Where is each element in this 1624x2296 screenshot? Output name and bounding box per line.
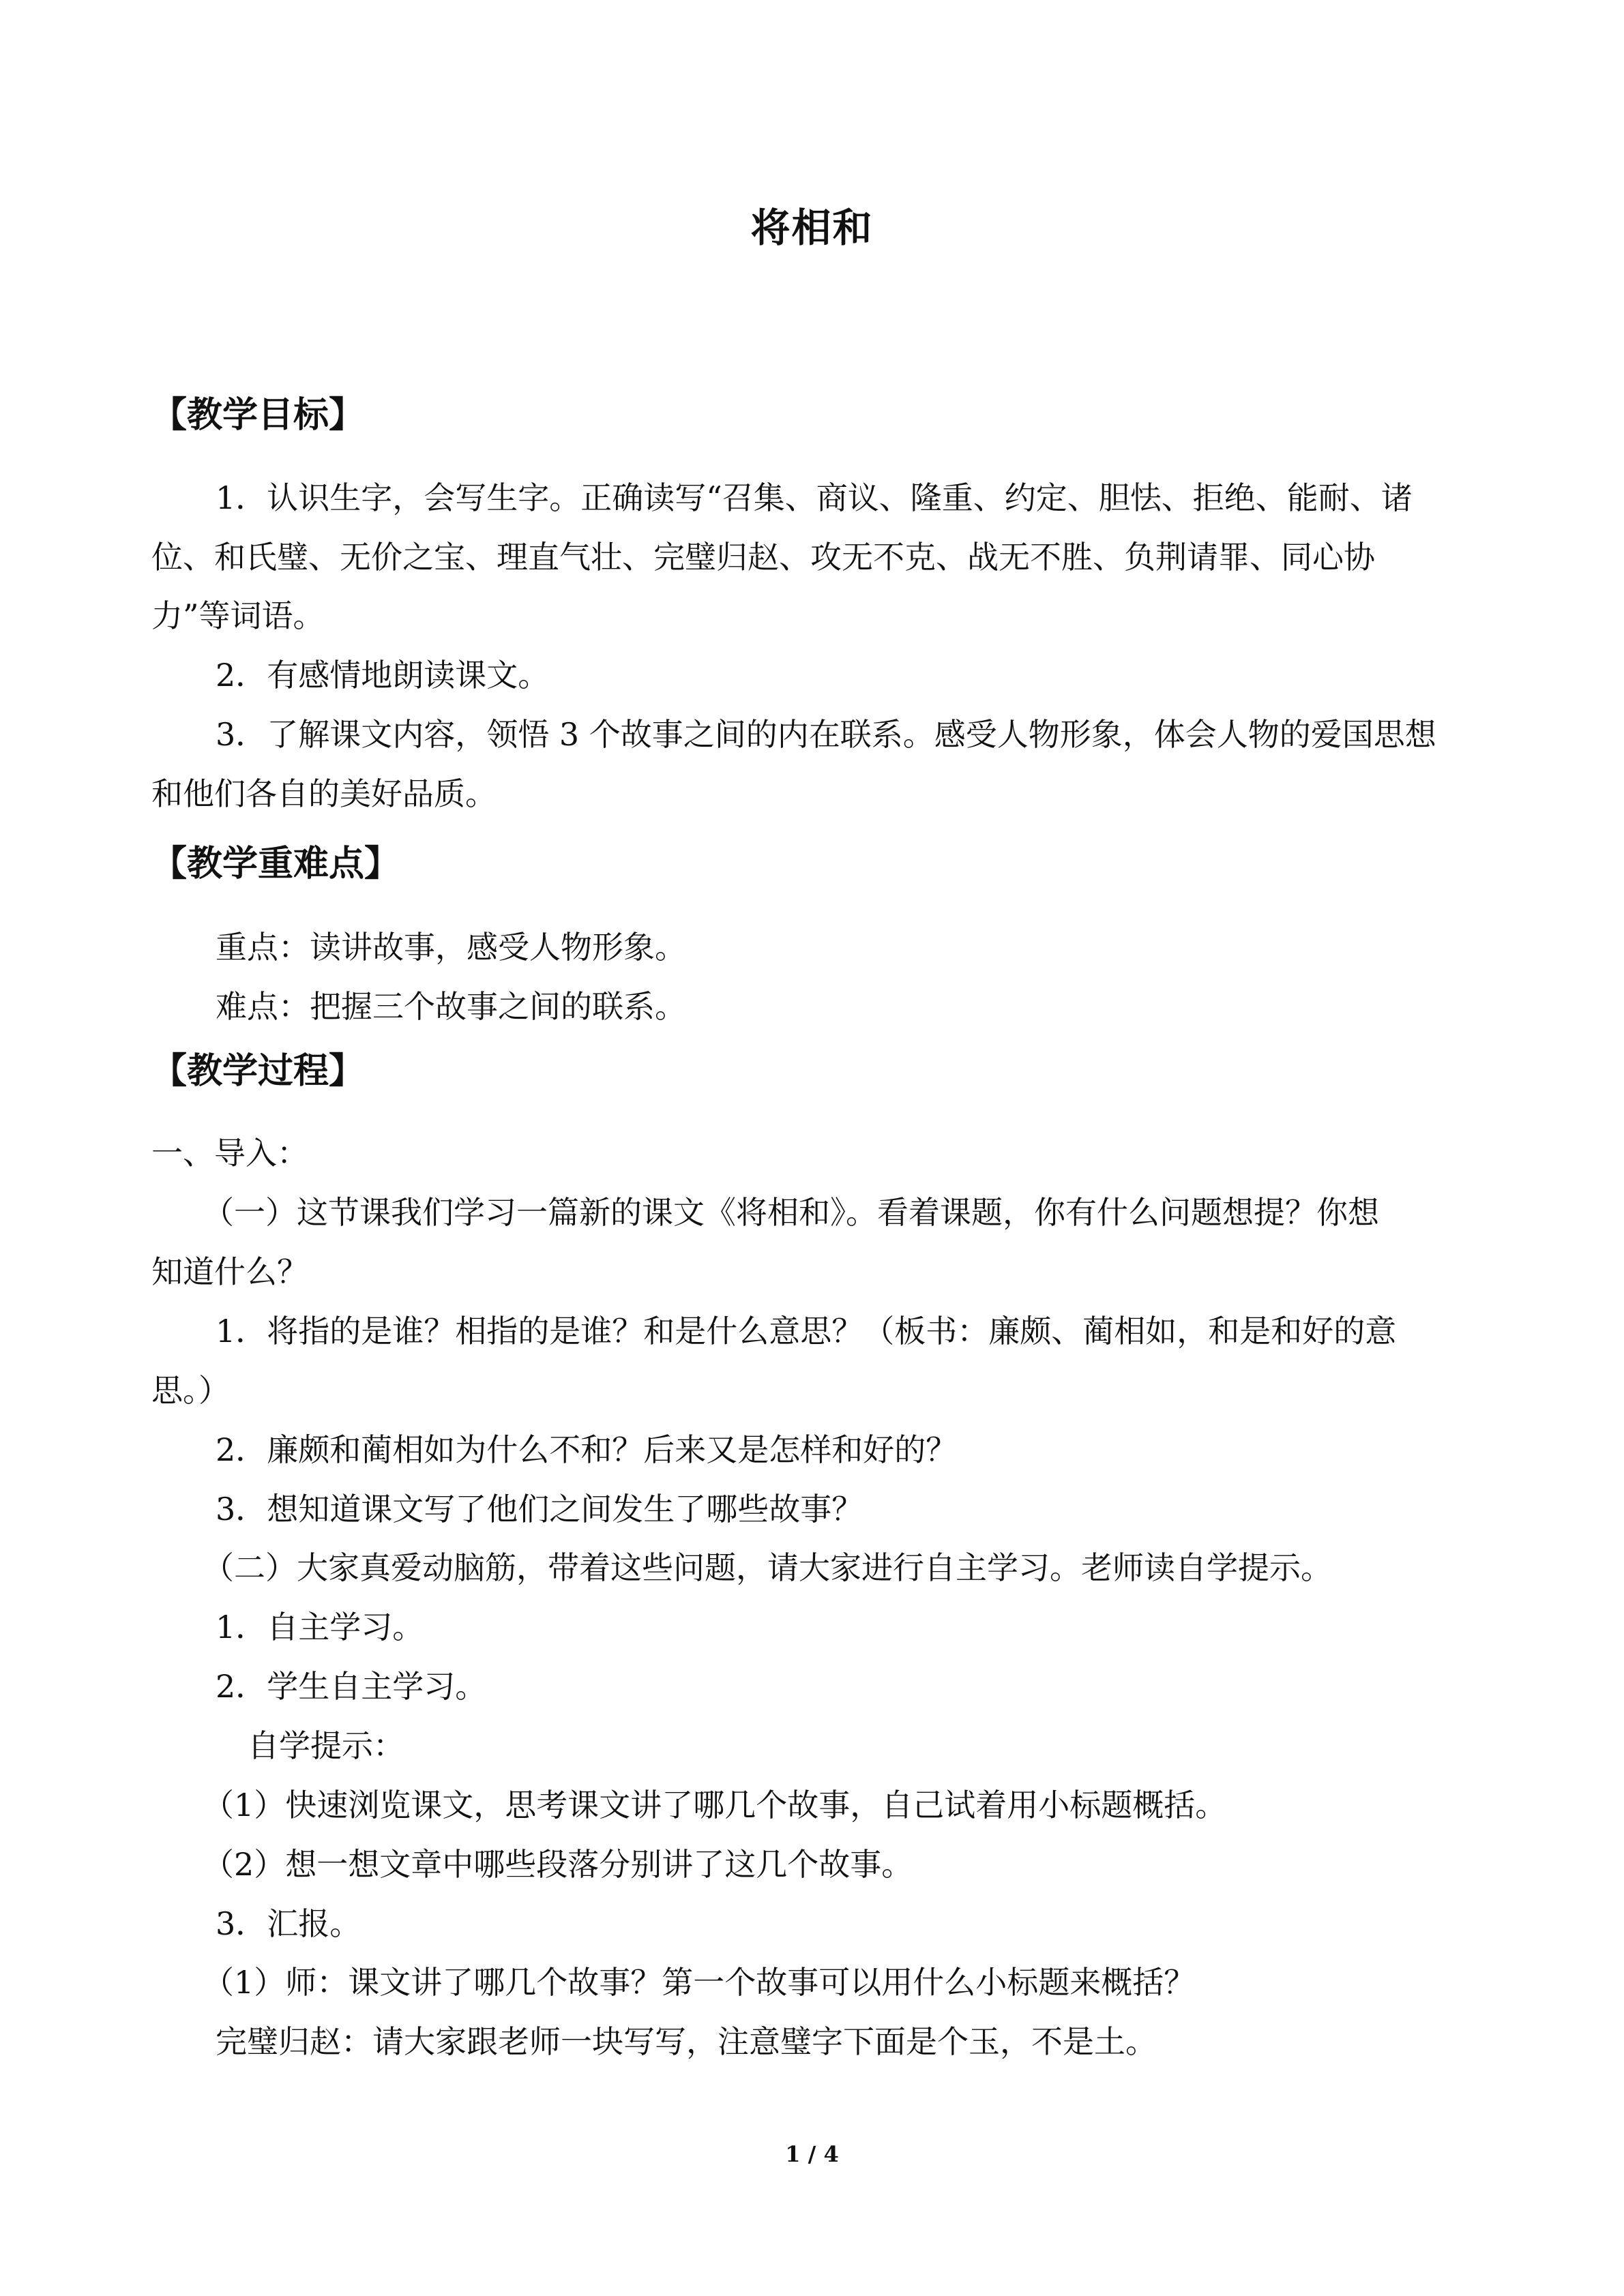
paragraph-line: 1．认识生字，会写生字。正确读写“召集、商议、隆重、约定、胆怯、拒绝、能耐、诸 [216,479,1413,516]
paragraph-line: 力”等词语。 [151,597,325,634]
page-number: 1 / 4 [785,2141,839,2167]
page-title: 将相和 [750,205,874,251]
paragraph-line: 2．学生自主学习。 [216,1668,487,1705]
paragraph-line: 位、和氏璧、无价之宝、理直气壮、完璧归赵、攻无不克、战无不胜、负荆请罪、同心协 [151,539,1375,576]
paragraph-line: （1）快速浏览课文，思考课文讲了哪几个故事，自己试着用小标题概括。 [203,1787,1227,1823]
paragraph-line: 1．将指的是谁？相指的是谁？和是什么意思？（板书：廉颇、蔺相如，和是和好的意 [216,1313,1397,1350]
paragraph-line: 2．廉颇和蔺相如为什么不和？后来又是怎样和好的？ [216,1431,958,1468]
paragraph-line: 知道什么？ [151,1253,308,1290]
paragraph-line: 重点：读讲故事，感受人物形象。 [216,929,686,966]
section-heading-process: 【教学过程】 [151,1051,365,1092]
paragraph-line: 一、导入： [151,1135,308,1172]
paragraph-line: 难点：把握三个故事之间的联系。 [216,988,686,1025]
paragraph-line: 3．汇报。 [216,1905,361,1942]
paragraph-line: （一）这节课我们学习一篇新的课文《将相和》。看着课题，你有什么问题想提？你想 [203,1194,1379,1231]
paragraph-line: 3．想知道课文写了他们之间发生了哪些故事？ [216,1491,863,1527]
section-heading-goals: 【教学目标】 [151,395,365,436]
paragraph-line: 1．自主学习。 [216,1609,424,1645]
paragraph-line: 和他们各自的美好品质。 [151,775,497,812]
paragraph-line: （1）师：课文讲了哪几个故事？第一个故事可以用什么小标题来概括？ [203,1964,1196,2001]
section-heading-key-points: 【教学重难点】 [151,844,400,884]
paragraph-line: （二）大家真爱动脑筋，带着这些问题，请大家进行自主学习。老师读自学提示。 [203,1549,1332,1586]
paragraph-line: （2）想一想文章中哪些段落分别讲了这几个故事。 [203,1846,913,1883]
paragraph-line: 2．有感情地朗读课文。 [216,657,550,694]
paragraph-line: 思。） [151,1372,230,1409]
paragraph-line: 自学提示： [248,1727,404,1764]
paragraph-line: 完璧归赵：请大家跟老师一块写写，注意璧字下面是个玉，不是土。 [216,2023,1157,2060]
paragraph-line: 3．了解课文内容，领悟 3 个故事之间的内在联系。感受人物形象，体会人物的爱国思想 [216,716,1436,753]
